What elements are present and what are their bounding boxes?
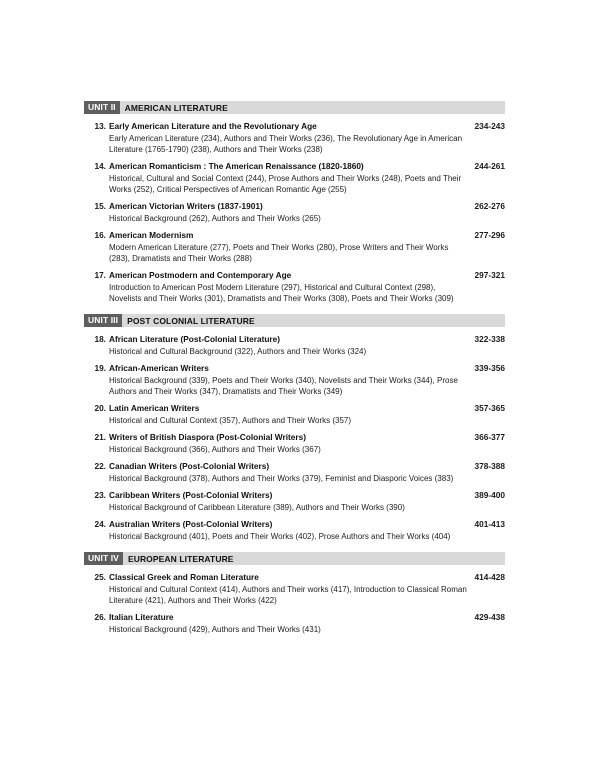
chapter-title: Italian Literature [109,612,174,622]
toc-entry[interactable] [84,612,505,635]
entry-head-row [109,432,505,443]
chapter-subtopics: Historical Background (378), Authors and Their Works (379), Feminist and Diasporic Voices (383) [109,474,454,483]
chapter-title: Early American Literature and the Revolutionary Age [109,121,317,131]
page-range: 297-321 [474,270,505,280]
toc-units [84,101,505,645]
toc-entry[interactable] [84,572,505,606]
chapter-title: Writers of British Diaspora (Post-Colonial Writers) [109,432,307,442]
entry-head-row [109,270,505,281]
toc-entry[interactable] [84,403,505,426]
chapter-subtopics: Historical, Cultural and Social Context (244), Prose Authors and Their Works (248), Poets and Their Works (252), Critical Perspectives of American Romantic Age (255) [109,174,462,194]
chapter-title: Canadian Writers (Post-Colonial Writers) [109,461,270,471]
entry-body [106,201,505,224]
entry-body [106,270,505,304]
entry-head-row [109,230,505,241]
chapter-title: American Victorian Writers (1837-1901) [109,201,263,211]
unit-header-bar [84,314,505,327]
chapter-subtopics: Historical Background (262), Authors and Their Works (265) [109,214,321,223]
chapter-number: 14. [94,161,106,171]
chapter-subtopics: Historical and Cultural Context (357), Authors and Their Works (357) [109,416,352,425]
chapter-title: Australian Writers (Post-Colonial Writers) [109,519,273,529]
toc-entry[interactable] [84,121,505,155]
page-range: 357-365 [474,403,505,413]
toc-entry[interactable] [84,461,505,484]
entry-head-row [109,121,505,132]
unit-title: POST COLONIAL LITERATURE [127,315,255,326]
toc-entry[interactable] [84,432,505,455]
chapter-subtopics: Introduction to American Post Modern Literature (297), Historical and Cultural Context (298), Novelists and Their Works (301), Dramatists and Their Works (308), Poets and Their Works (309) [109,283,454,303]
unit-label-badge: UNIT IV [84,552,123,565]
entry-body [106,612,505,635]
entry-body [106,572,505,606]
entry-head-row [109,363,505,374]
chapter-title: American Romanticism : The American Renaissance (1820-1860) [109,161,364,171]
chapter-number: 23. [94,490,106,500]
toc-entry[interactable] [84,519,505,542]
page-range: 244-261 [474,161,505,171]
chapter-subtopics: Historical and Cultural Background (322), Authors and Their Works (324) [109,347,367,356]
chapter-number: 24. [94,519,106,529]
chapter-subtopics: Modern American Literature (277), Poets and Their Works (280), Prose Writers and Their Works (283), Dramatists and Their Works (288) [109,243,449,263]
chapter-number: 26. [94,612,106,622]
chapter-number: 15. [94,201,106,211]
entry-body [106,432,505,455]
chapter-number: 18. [94,334,106,344]
page-range: 322-338 [474,334,505,344]
chapter-subtopics: Historical and Cultural Context (414), Authors and Their works (417), Introduction to Classical Roman Literature (421), Authors and Their Works (422) [109,585,467,605]
toc-entry[interactable] [84,363,505,397]
entry-head-row [109,403,505,414]
chapter-subtopics: Historical Background (429), Authors and Their Works (431) [109,625,321,634]
page-range: 429-438 [474,612,505,622]
chapter-title: Classical Greek and Roman Literature [109,572,259,582]
unit-label-badge: UNIT II [84,101,120,114]
chapter-subtopics: Historical Background (339), Poets and Their Works (340), Novelists and Their Works (344), Prose Authors and Their Works (347), Dramatists and Their Works (349) [109,376,458,396]
chapter-number: 21. [94,432,106,442]
entry-body [106,490,505,513]
chapter-number: 22. [94,461,106,471]
chapter-title: American Modernism [109,230,194,240]
chapter-subtopics: Historical Background (401), Poets and Their Works (402), Prose Authors and Their Works (404) [109,532,451,541]
entry-head-row [109,161,505,172]
unit-section [84,552,505,635]
chapter-number: 17. [94,270,106,280]
entry-head-row [109,572,505,583]
page-range: 277-296 [474,230,505,240]
chapter-title: Caribbean Writers (Post-Colonial Writers) [109,490,273,500]
chapter-number: 20. [94,403,106,413]
page-range: 414-428 [474,572,505,582]
unit-label-badge: UNIT III [84,314,122,327]
page-range: 378-388 [474,461,505,471]
toc-entry[interactable] [84,270,505,304]
entry-body [106,334,505,357]
entry-body [106,121,505,155]
page-range: 262-276 [474,201,505,211]
entry-body [106,403,505,426]
chapter-number: 13. [94,121,106,131]
toc-entry[interactable] [84,334,505,357]
page-range: 366-377 [474,432,505,442]
entry-body [106,363,505,397]
entry-body [106,519,505,542]
toc-entry[interactable] [84,161,505,195]
toc-entry[interactable] [84,201,505,224]
chapter-subtopics: Early American Literature (234), Authors and Their Works (236), The Revolutionary Age in American Literature (1765-1790) (238), Authors and Their Works (238) [109,134,463,154]
chapter-title: Latin American Writers [109,403,200,413]
unit-title: EUROPEAN LITERATURE [127,553,234,564]
page-range: 339-356 [474,363,505,373]
page-range: 389-400 [474,490,505,500]
unit-section [84,101,505,304]
chapter-title: African Literature (Post-Colonial Literature) [109,334,281,344]
unit-header-bar [84,552,505,565]
toc-entry[interactable] [84,230,505,264]
chapter-subtopics: Historical Background (366), Authors and Their Works (367) [109,445,321,454]
entry-head-row [109,490,505,501]
unit-section [84,314,505,542]
toc-entry[interactable] [84,490,505,513]
entry-head-row [109,612,505,623]
entry-body [106,230,505,264]
page-range: 401-413 [474,519,505,529]
chapter-number: 19. [94,363,106,373]
unit-title: AMERICAN LITERATURE [124,102,228,113]
entry-head-row [109,519,505,530]
entry-body [106,161,505,195]
entry-head-row [109,461,505,472]
unit-header-bar [84,101,505,114]
page-range: 234-243 [474,121,505,131]
chapter-subtopics: Historical Background of Caribbean Literature (389), Authors and Their Works (390) [109,503,405,512]
entry-head-row [109,201,505,212]
entry-head-row [109,334,505,345]
chapter-number: 16. [94,230,106,240]
chapter-title: African-American Writers [109,363,209,373]
chapter-number: 25. [94,572,106,582]
chapter-title: American Postmodern and Contemporary Age [109,270,292,280]
entry-body [106,461,505,484]
